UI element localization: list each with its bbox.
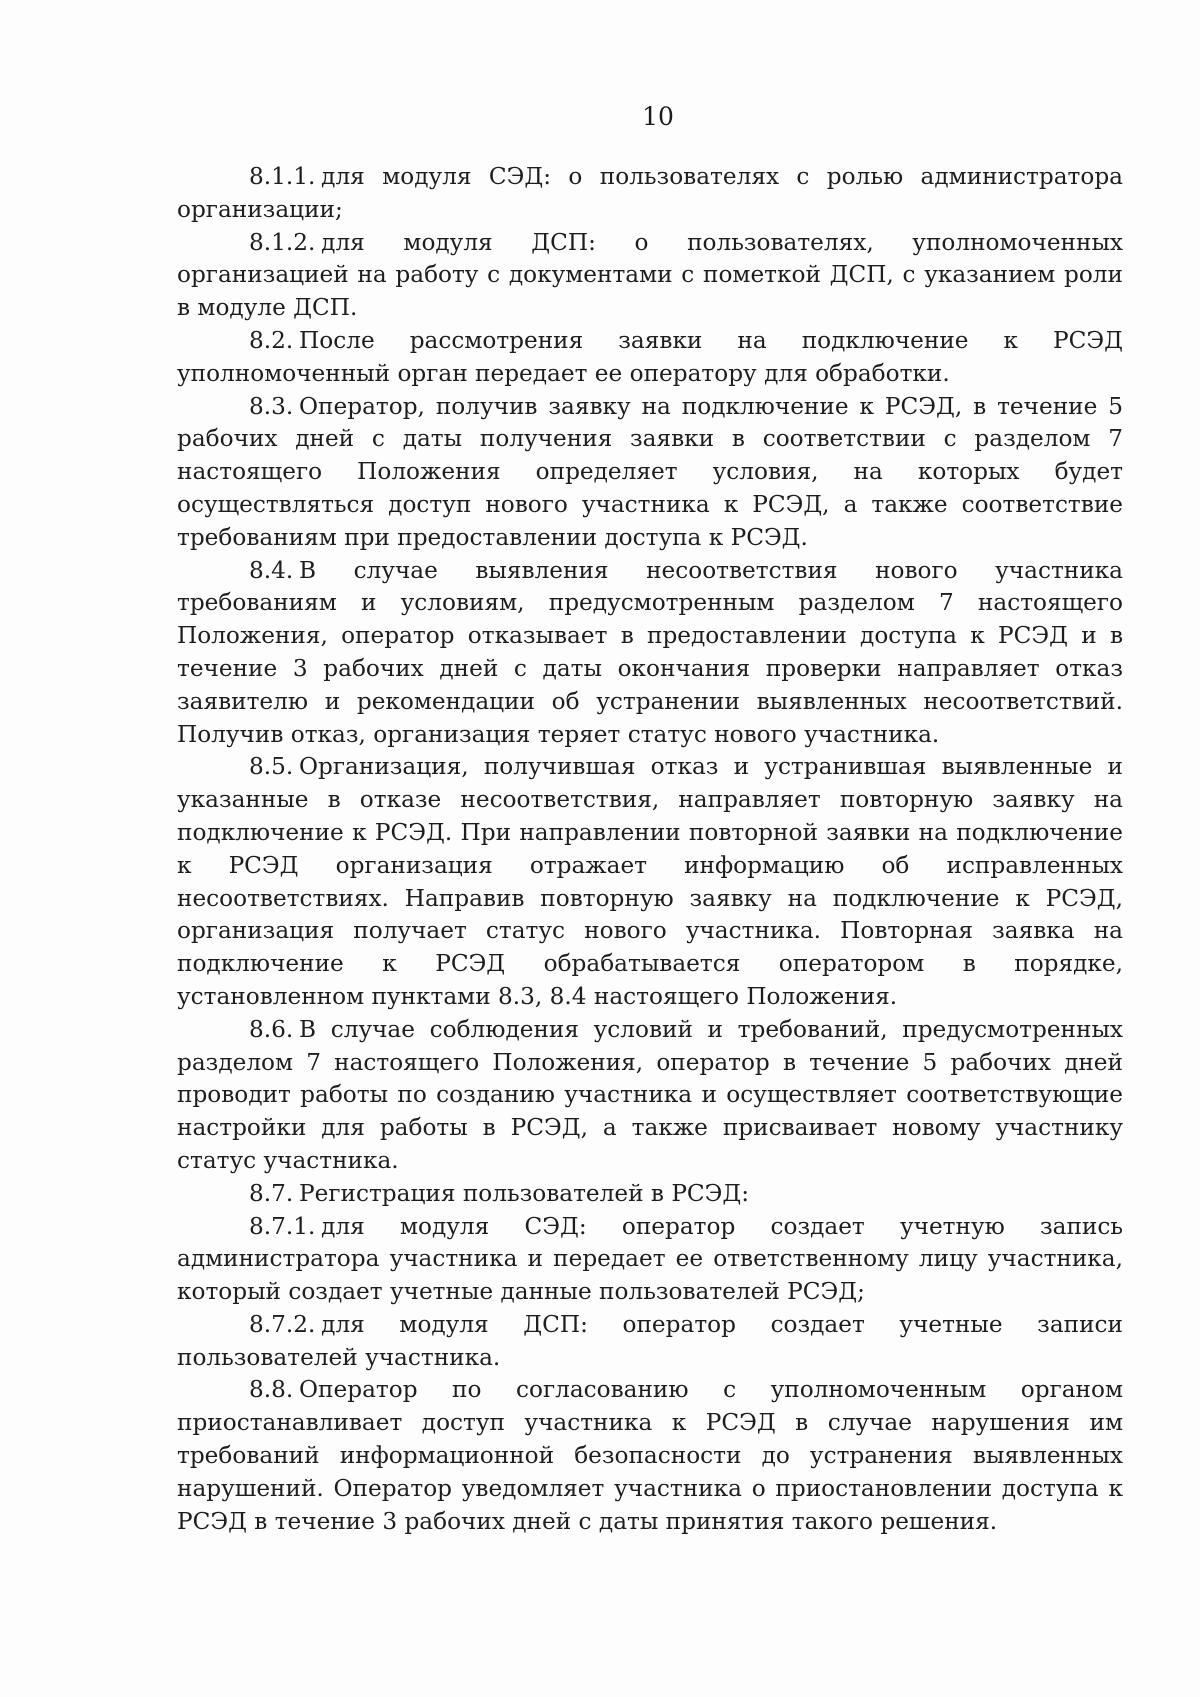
paragraph-8-7-2 [177,1309,1123,1375]
paragraph-text: для модуля СЭД: оператор создает учетную запись администратора участника и передает ее ответственному лицу участника, который создает учетные данные пользователей РСЭД; [177,1212,1123,1306]
paragraph-8-5 [177,751,1123,1013]
paragraph-number: 8.1.2. [249,228,316,256]
paragraph-number: 8.1.1. [249,163,316,190]
paragraph-8-2 [177,325,1123,391]
page-number: 10 [642,102,674,131]
paragraph-number: 8.7. [249,1179,294,1207]
paragraph-number: 8.7.2. [249,1310,316,1338]
paragraph-text: Регистрация пользователей в РСЭД: [299,1179,750,1207]
paragraph-number: 8.8. [249,1376,294,1404]
paragraph-number: 8.6. [249,1015,294,1043]
paragraph-8-1-1 [177,161,1123,227]
paragraph-number: 8.7.1. [249,1212,316,1240]
paragraph-text: Оператор по согласованию с уполномоченным органом приостанавливает доступ участника к РСЭД в случае нарушения им требований информационной безопасности до устранения выявленных нарушений. Оператор уведомляет участника о приостановлении доступа к РСЭД в течение 3 рабочих дней с даты принятия такого решения. [177,1376,1123,1535]
paragraph-8-7-1 [177,1211,1123,1309]
paragraph-text: В случае выявления несоответствия нового участника требованиям и условиям, предусмотренным разделом 7 настоящего Положения, оператор отказывает в предоставлении доступа к РСЭД и в течение 3 рабочих дней с даты окончания проверки направляет отказ заявителю и рекомендации об устранении выявленных несоответствий. Получив отказ, организация теряет статус нового участника. [177,556,1123,748]
paragraph-text: Оператор, получив заявку на подключение к РСЭД, в течение 5 рабочих дней с даты получения заявки в соответствии с разделом 7 настоящего Положения определяет условия, на которых будет осуществляться доступ нового участника к РСЭД, а также соответствие требованиям при предоставлении доступа к РСЭД. [177,392,1123,551]
paragraph-text: После рассмотрения заявки на подключение к РСЭД уполномоченный орган передает ее оператору для обработки. [177,326,1123,387]
paragraph-text: для модуля СЭД: о пользователях с ролью администратора организации; [177,163,1123,223]
paragraph-number: 8.3. [249,392,294,420]
paragraph-8-8 [177,1374,1123,1538]
paragraph-8-3 [177,391,1123,555]
paragraph-8-1-2 [177,227,1123,325]
paragraph-text: Организация, получившая отказ и устранившая выявленные и указанные в отказе несоответствия, направляет повторную заявку на подключение к РСЭД. При направлении повторной заявки на подключение к РСЭД организация отражает информацию об исправленных несоответствиях. Направив повторную заявку на подключение к РСЭД, организация получает статус нового участника. Повторная заявка на подключение к РСЭД обрабатывается оператором в порядке, установленном пунктами 8.3, 8.4 настоящего Положения. [177,753,1123,1010]
paragraph-number: 8.5. [249,753,294,781]
paragraph-8-6 [177,1014,1123,1178]
paragraph-text: В случае соблюдения условий и требований, предусмотренных разделом 7 настоящего Положения, оператор в течение 5 рабочих дней проводит работы по созданию участника и осуществляет соответствующие настройки для работы в РСЭД, а также присваивает новому участнику статус участника. [177,1015,1123,1174]
paragraph-number: 8.4. [249,556,294,584]
paragraph-8-7 [177,1178,1123,1211]
paragraph-number: 8.2. [249,326,294,354]
paragraph-8-4 [177,555,1123,752]
document-body [177,161,1123,1538]
paragraph-text: для модуля ДСП: оператор создает учетные записи пользователей участника. [177,1310,1123,1371]
paragraph-text: для модуля ДСП: о пользователях, уполномоченных организацией на работу с документами с пометкой ДСП, с указанием роли в модуле ДСП. [177,228,1123,322]
